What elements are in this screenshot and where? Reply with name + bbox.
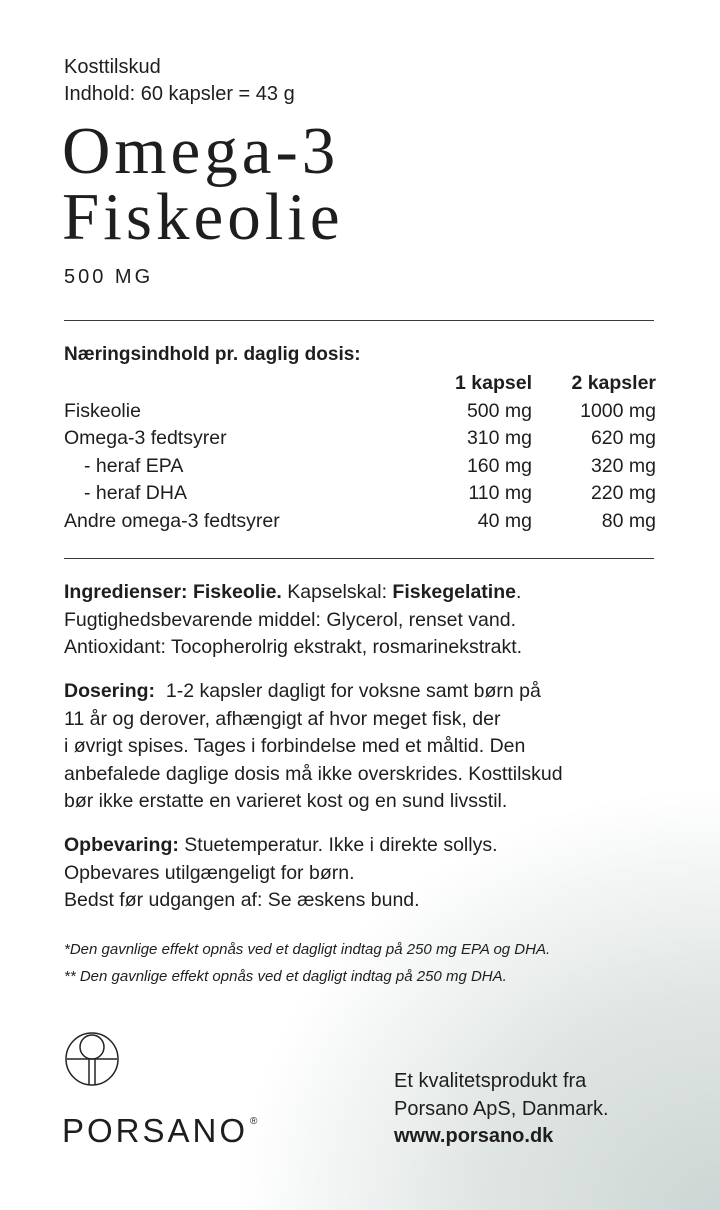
nutrient-value-2: 220 mg (590, 482, 656, 505)
footnote-1: *Den gavnlige effekt opnås ved et dagligt indtag på 250 mg EPA og DHA. (64, 941, 551, 958)
ingredients-line-1 (64, 579, 684, 607)
dosing-line-1 (64, 678, 684, 706)
product-content: Indhold: 60 kapsler = 43 g (64, 83, 295, 105)
maker-line-2: Porsano ApS, Danmark. (394, 1097, 609, 1120)
capsule-shell-label: Kapselskal: (287, 581, 387, 603)
storage-section (64, 832, 684, 915)
dosing-line-5: bør ikke erstatte en varieret kost og en sund livsstil. (64, 790, 508, 812)
maker-line-1: Et kvalitetsprodukt fra (394, 1070, 587, 1092)
nutrition-heading: Næringsindhold pr. daglig dosis: (64, 344, 361, 365)
table-row (64, 508, 656, 536)
ingredients-section (64, 579, 684, 662)
ingredients-line-2: Fugtighedsbevarende middel: Glycerol, renset vand. (64, 608, 517, 631)
nutrient-value-1: 500 mg (466, 399, 532, 422)
dosing-section (64, 678, 684, 816)
product-dose: 500 MG (64, 266, 154, 288)
title-line-1: Omega-3 (62, 114, 340, 188)
dosing-line-4: anbefalede daglige dosis må ikke overskrides. Kosttilskud (64, 762, 563, 785)
table-row (64, 425, 656, 453)
nutrient-value-2: 620 mg (590, 427, 656, 450)
nutrient-value-2: 320 mg (590, 454, 656, 477)
nutrient-value-1: 110 mg (468, 482, 532, 505)
title-line-2: Fiskeolie (62, 180, 344, 254)
nutrient-name: Omega-3 fedtsyrer (64, 427, 227, 450)
product-category: Kosttilskud (64, 56, 161, 78)
dosing-line-2: 11 år og derover, afhængigt af hvor meget fisk, der (64, 707, 501, 730)
dosing-label: Dosering: (64, 680, 156, 702)
nutrient-name: Andre omega-3 fedtsyrer (64, 509, 280, 532)
nutrient-value-2: 1000 mg (580, 399, 656, 422)
nutrition-col1-header: 1 kapsel (455, 372, 532, 395)
dosing-text-1: 1-2 kapsler dagligt for voksne samt børn på (165, 680, 541, 702)
nutrient-value-2: 80 mg (601, 509, 656, 532)
ingredients-line-3: Antioxidant: Tocopherolrig ekstrakt, rosmarinekstrakt. (64, 636, 523, 658)
dosing-line-3: i øvrigt spises. Tages i forbindelse med et måltid. Den (64, 735, 526, 757)
product-meta (64, 54, 295, 108)
divider-middle (64, 558, 654, 559)
footnotes (64, 936, 550, 990)
storage-line-2: Opbevares utilgængeligt for børn. (64, 861, 355, 884)
footnote-2: ** Den gavnlige effekt opnås ved et dagligt indtag på 250 mg DHA. (64, 968, 507, 985)
table-row (64, 453, 656, 481)
capsule-shell-value: Fiskegelatine (392, 581, 516, 603)
storage-line-1 (64, 832, 684, 860)
maker-url-text: www.porsano.dk (394, 1125, 554, 1147)
nutrient-value-1: 310 mg (466, 427, 532, 450)
nutrient-value-1: 160 mg (466, 454, 532, 477)
nutrition-header-row (64, 370, 656, 398)
table-row (64, 480, 656, 508)
product-title (62, 114, 344, 254)
nutrient-name: - heraf DHA (84, 482, 187, 505)
maker-url (394, 1123, 609, 1151)
divider-top (64, 320, 654, 321)
registered-mark: ® (250, 1116, 258, 1127)
nutrition-table (64, 370, 656, 535)
maker-info (394, 1068, 609, 1151)
storage-label: Opbevaring: (64, 834, 179, 856)
brand-name (62, 1112, 257, 1150)
brand-wordmark: PORSANO (62, 1112, 249, 1149)
storage-line-3: Bedst før udgangen af: Se æskens bund. (64, 889, 420, 911)
nutrition-name-header (64, 370, 424, 398)
nutrient-value-1: 40 mg (477, 509, 532, 532)
nutrient-name: Fiskeolie (64, 399, 141, 422)
nutrition-col2-header: 2 kapsler (571, 372, 656, 395)
table-row (64, 398, 656, 426)
storage-text-1: Stuetemperatur. Ikke i direkte sollys. (184, 834, 498, 856)
capsule-shell-end: . (515, 581, 522, 603)
ingredients-label: Ingredienser: (64, 581, 188, 603)
ingredients-main: Fiskeolie. (192, 581, 282, 603)
porsano-logo-icon (64, 1030, 120, 1088)
nutrient-name: - heraf EPA (84, 454, 184, 477)
